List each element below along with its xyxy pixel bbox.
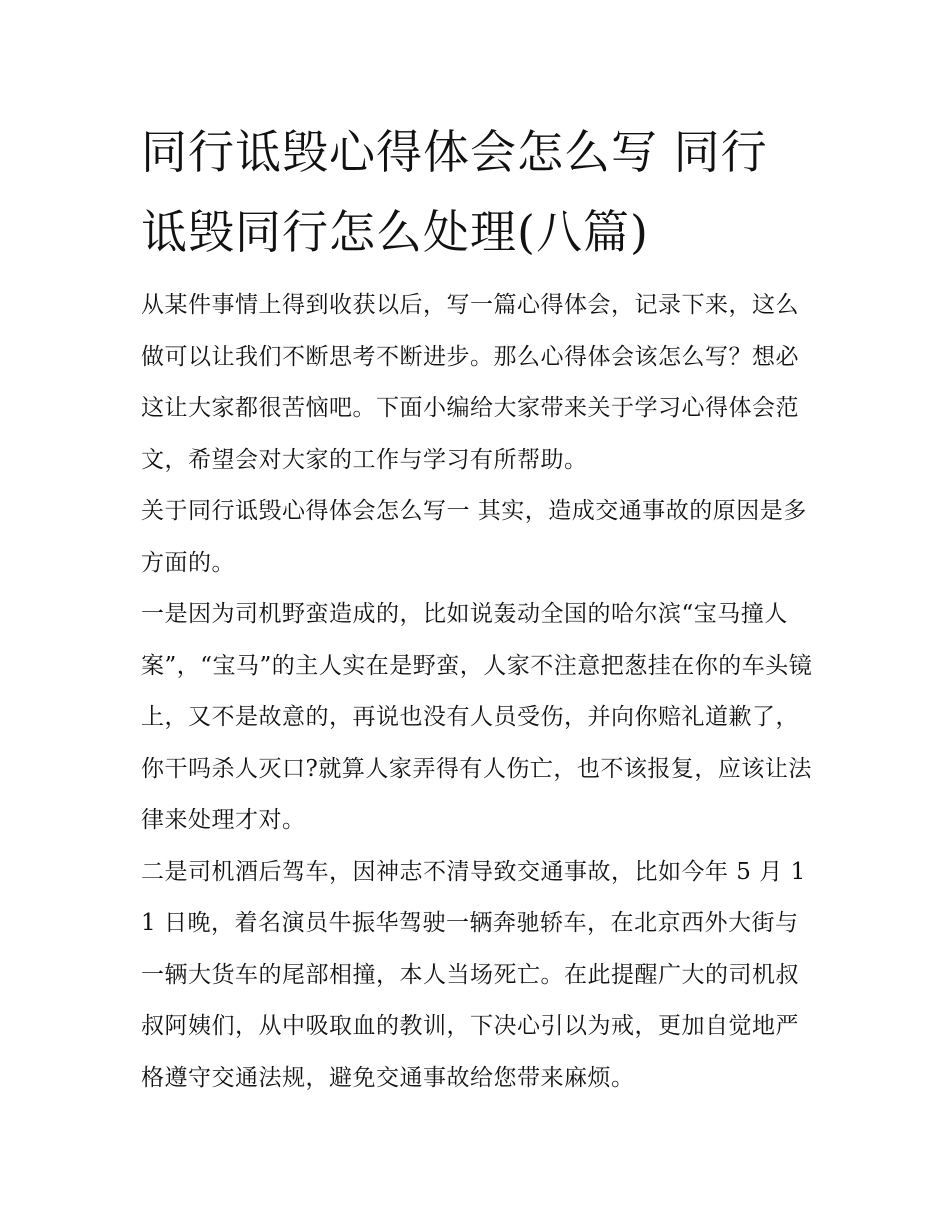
paragraph-section-heading: 关于同行诋毁心得体会怎么写一 其实，造成交通事故的原因是多方面的。	[141, 498, 807, 576]
document-page	[141, 112, 813, 1104]
paragraph-point-one: 一是因为司机野蛮造成的，比如说轰动全国的哈尔滨“宝马撞人案”，“宝马”的主人实在是野蛮，人家不注意把葱挂在你的车头镜上，又不是故意的，再说也没有人员受伤，并向你赔礼道歉了，你干吗杀人灭口?就算人家弄得有人伤亡，也不该报复，应该让法律来处理才对。	[141, 601, 813, 833]
document-title: 同行诋毁心得体会怎么写 同行诋毁同行怎么处理(八篇)	[141, 125, 768, 259]
paragraph-point-two: 二是司机酒后驾车，因神志不清导致交通事故，比如今年 5 月 11 日晚，着名演员牛振华驾驶一辆奔驰轿车，在北京西外大街与一辆大货车的尾部相撞，本人当场死亡。在此提醒广大的司机叔叔阿姨们，从中吸取血的教训，下决心引以为戒，更加自觉地严格遵守交通法规，避免交通事故给您带来麻烦。	[141, 858, 806, 1091]
paragraph-intro: 从某件事情上得到收获以后，写一篇心得体会，记录下来，这么做可以让我们不断思考不断进步。那么心得体会该怎么写？想必这让大家都很苦恼吧。下面小编给大家带来关于学习心得体会范文，希望会对大家的工作与学习有所帮助。	[141, 292, 799, 473]
